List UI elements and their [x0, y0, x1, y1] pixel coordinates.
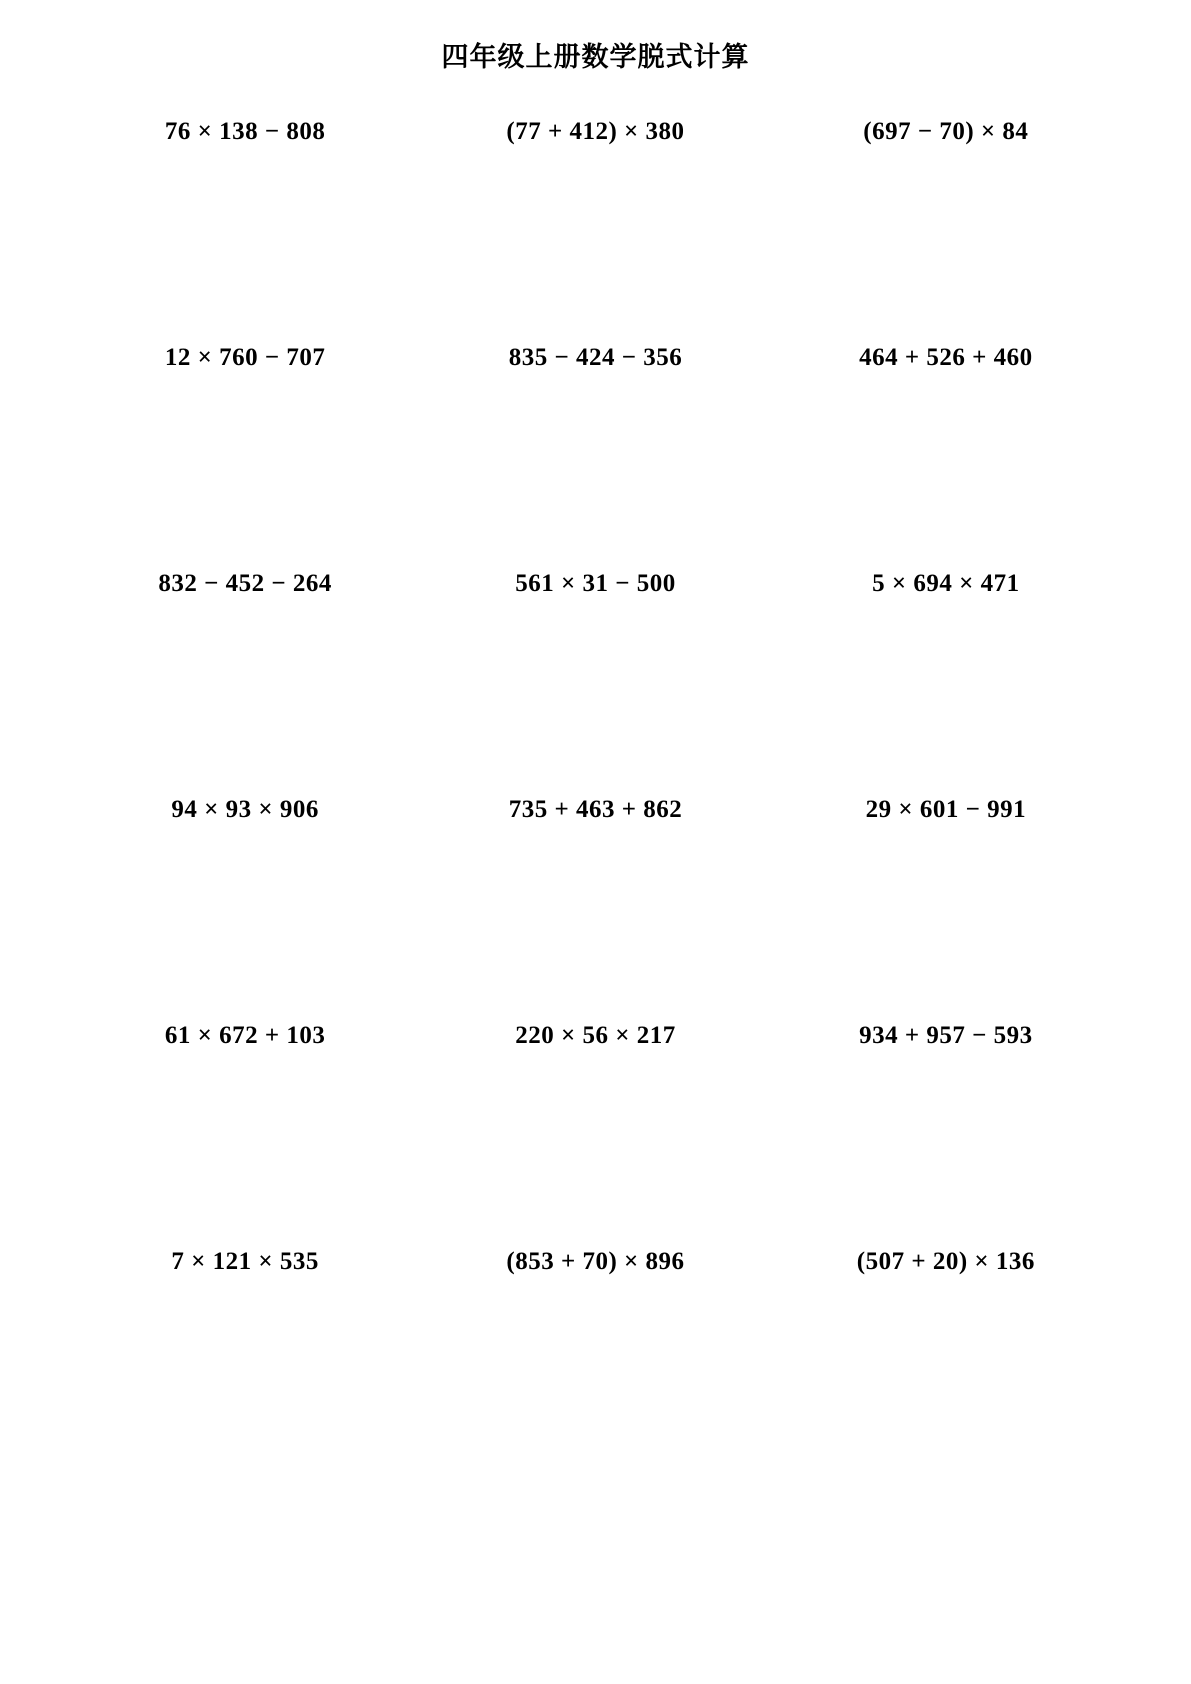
problem-workspace[interactable]: [771, 1050, 1121, 1220]
problem-expression: 76 × 138 − 808: [164, 118, 326, 146]
problem-workspace[interactable]: [771, 824, 1121, 994]
problem-cell: [771, 566, 1121, 792]
problem-workspace[interactable]: [70, 598, 420, 768]
problem-expression: 12 × 760 − 707: [164, 344, 326, 372]
problem-expression: (853 + 70) × 896: [506, 1248, 685, 1276]
problem-expression: 464 + 526 + 460: [859, 344, 1033, 372]
problem-expression: 835 − 424 − 356: [508, 344, 683, 372]
problem-cell: [420, 114, 770, 340]
problem-cell: [70, 1018, 420, 1244]
problem-workspace[interactable]: [420, 372, 770, 542]
problem-cell: [70, 566, 420, 792]
problem-workspace[interactable]: [70, 1050, 420, 1220]
problem-expression: 94 × 93 × 906: [171, 796, 319, 824]
problem-workspace[interactable]: [70, 1276, 420, 1446]
problem-workspace[interactable]: [420, 598, 770, 768]
problem-cell: [771, 1018, 1121, 1244]
problem-cell: [420, 792, 770, 1018]
problem-expression: 561 × 31 − 500: [515, 570, 676, 598]
problem-expression: 220 × 56 × 217: [515, 1022, 676, 1050]
problem-workspace[interactable]: [771, 146, 1121, 316]
problem-expression: 934 + 957 − 593: [859, 1022, 1033, 1050]
problem-expression: 7 × 121 × 535: [171, 1248, 319, 1276]
problem-expression: 832 − 452 − 264: [158, 570, 332, 598]
problem-expression: (77 + 412) × 380: [506, 118, 685, 146]
problem-workspace[interactable]: [420, 1276, 770, 1446]
problem-workspace[interactable]: [70, 372, 420, 542]
problem-expression: (697 − 70) × 84: [863, 118, 1029, 146]
problem-workspace[interactable]: [771, 598, 1121, 768]
problem-workspace[interactable]: [420, 824, 770, 994]
problem-workspace[interactable]: [771, 1276, 1121, 1446]
problem-cell: [70, 792, 420, 1018]
problem-expression: 5 × 694 × 471: [872, 570, 1020, 598]
problem-cell: [70, 340, 420, 566]
problem-cell: [771, 114, 1121, 340]
problem-expression: 735 + 463 + 862: [508, 796, 683, 824]
problem-cell: [420, 340, 770, 566]
problem-workspace[interactable]: [70, 824, 420, 994]
problem-cell: [70, 114, 420, 340]
problem-expression: (507 + 20) × 136: [856, 1248, 1035, 1276]
problem-grid: [70, 114, 1121, 1470]
problem-cell: [70, 1244, 420, 1470]
problem-workspace[interactable]: [70, 146, 420, 316]
problem-expression: 61 × 672 + 103: [164, 1022, 326, 1050]
problem-cell: [771, 1244, 1121, 1470]
page-title: 四年级上册数学脱式计算: [441, 42, 750, 73]
problem-expression: 29 × 601 − 991: [865, 796, 1027, 824]
problem-cell: [771, 340, 1121, 566]
problem-cell: [420, 1018, 770, 1244]
problem-cell: [771, 792, 1121, 1018]
problem-workspace[interactable]: [420, 146, 770, 316]
problem-cell: [420, 1244, 770, 1470]
problem-workspace[interactable]: [771, 372, 1121, 542]
problem-workspace[interactable]: [420, 1050, 770, 1220]
problem-cell: [420, 566, 770, 792]
